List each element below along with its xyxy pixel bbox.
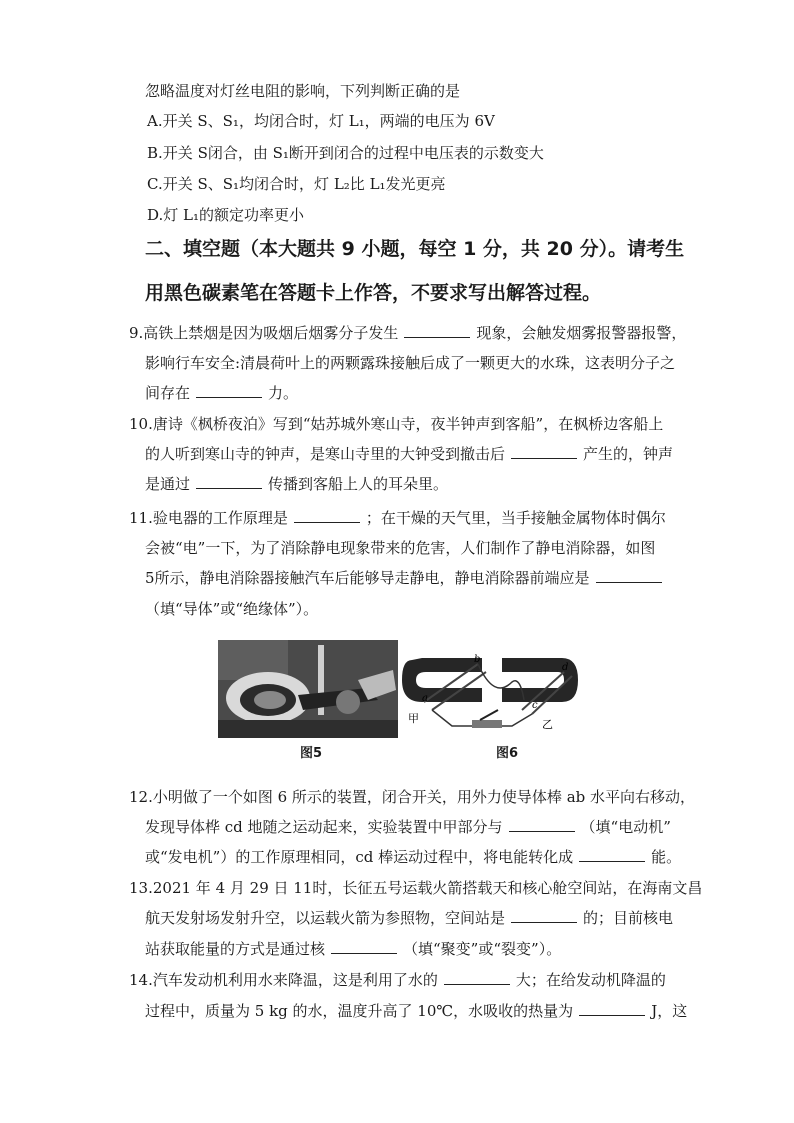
q10-text-2a: 的人听到寒山寺的钟声，是寒山寺里的大钟受到撤击后 xyxy=(145,445,506,463)
option-d-text: 灯 L₁的额定功率更小 xyxy=(163,206,305,224)
q14-text-1a: 14.汽车发动机利用水来降温，这是利用了水的 xyxy=(129,971,438,989)
q12-text-2a: 发现导体桦 cd 地随之运动起来，实验装置中甲部分与 xyxy=(145,818,503,836)
q12-text-3b: 能。 xyxy=(651,848,682,866)
fig6-label-jia: 甲 xyxy=(408,712,419,725)
q14-text-2a: 过程中，质量为 5 kg 的水，温度升高了 10℃，水吸收的热量为 xyxy=(145,1002,574,1020)
q11-text-3a: 5所示，静电消除器接触汽车后能够导走静电，静电消除器前端应是 xyxy=(145,569,590,587)
q13-text-2b: 的；目前核电 xyxy=(583,909,674,927)
q10-line3 xyxy=(145,474,448,494)
option-a-label: A. xyxy=(147,112,163,130)
q12-line3 xyxy=(145,847,681,867)
q10-text-3b: 传播到客船上人的耳朵里。 xyxy=(268,475,449,493)
q13-text-3b: （填“聚变”或“裂变”）。 xyxy=(403,940,562,958)
section-heading-line2: 用黑色碳素笔在答题卡上作答，不要求写出解答过程。 xyxy=(145,282,602,304)
fig6-label-yi: 乙 xyxy=(542,718,553,731)
q13-blank-1 xyxy=(511,908,577,923)
q13-line3 xyxy=(145,939,561,959)
q10-line1: 10.唐诗《枫桥夜泊》写到“姑苏城外寒山寺，夜半钟声到客船”，在枫桥边客船上 xyxy=(129,415,664,433)
q14-blank-2 xyxy=(579,1001,645,1016)
q11-line3 xyxy=(145,568,668,588)
q13-text-3a: 站获取能量的方式是通过核 xyxy=(145,940,326,958)
q13-blank-2 xyxy=(331,939,397,954)
q12-line2 xyxy=(145,817,671,837)
q9-text-1b: 现象，会触发烟雾报警器报警， xyxy=(476,324,687,342)
q13-line1: 13.2021 年 4 月 29 日 11时，长征五号运载火箭搭载天和核心舱空间站，在海南文昌 xyxy=(129,879,703,897)
q9-line2: 影响行车安全:清晨荷叶上的两颗露珠接触后成了一颗更大的水珠，这表明分子之 xyxy=(145,354,676,372)
q14-text-1b: 大；在给发动机降温的 xyxy=(515,971,666,989)
q12-blank-1 xyxy=(509,817,575,832)
q14-line1 xyxy=(129,970,666,990)
q14-text-2b: J，这 xyxy=(651,1002,688,1020)
q9-line3 xyxy=(145,383,298,403)
figure-5-illustration xyxy=(218,640,398,738)
q11-line1 xyxy=(129,508,666,528)
figure-6-diagram xyxy=(402,640,578,738)
q14-line2 xyxy=(145,1001,687,1021)
q9-text-1a: 9.高铁上禁烟是因为吸烟后烟雾分子发生 xyxy=(129,324,399,342)
figure-5-photo xyxy=(218,640,398,738)
q12-text-3a: 或“发电机”）的工作原理相同，cd 棒运动过程中，将电能转化成 xyxy=(145,848,574,866)
figure-6-illustration xyxy=(402,640,578,738)
fig6-label-c: c xyxy=(532,700,538,711)
q10-text-2b: 产生的，钟声 xyxy=(583,445,674,463)
section-heading-line1: 二、填空题（本大题共 9 小题，每空 1 分，共 20 分）。请考生 xyxy=(145,238,685,260)
q9-text-3b: 力。 xyxy=(268,384,299,402)
q10-blank-1 xyxy=(511,444,577,459)
q11-blank-1 xyxy=(294,508,360,523)
q12-line1: 12.小明做了一个如图 6 所示的装置，闭合开关，用外力使导体棒 ab 水平向右移动， xyxy=(129,788,696,806)
q11-line2: 会被“电”一下，为了消除静电现象带来的危害，人们制作了静电消除器，如图 xyxy=(145,539,656,557)
option-b-text: 开关 S闭合，由 S₁断开到闭合的过程中电压表的示数变大 xyxy=(162,144,544,162)
option-d xyxy=(147,205,304,225)
q9-blank-2 xyxy=(196,383,262,398)
fig6-label-a: a xyxy=(422,693,428,704)
option-a xyxy=(147,111,495,131)
q9-text-3a: 间存在 xyxy=(145,384,191,402)
q11-line4: （填“导体”或“绝缘体”）。 xyxy=(145,600,319,618)
option-a-text: 开关 S、S₁，均闭合时，灯 L₁，两端的电压为 6V xyxy=(162,112,495,130)
fig6-label-d: d xyxy=(562,662,569,673)
option-c xyxy=(147,174,446,194)
q10-text-3a: 是通过 xyxy=(145,475,191,493)
q11-text-1b: ；在干燥的天气里，当手接触金属物体时偶尔 xyxy=(365,509,666,527)
option-b-label: B. xyxy=(147,144,163,162)
figure-5-caption: 图5 xyxy=(300,746,323,761)
q9-blank-1 xyxy=(404,323,470,338)
q12-text-2b: （填“电动机” xyxy=(580,818,671,836)
q14-blank-1 xyxy=(444,970,510,985)
option-b xyxy=(147,143,544,163)
option-c-label: C. xyxy=(147,175,163,193)
fig6-label-b: b xyxy=(474,654,481,665)
q9-line1 xyxy=(129,323,686,343)
q11-text-1a: 11.验电器的工作原理是 xyxy=(129,509,288,527)
q13-line2 xyxy=(145,908,673,928)
option-d-label: D. xyxy=(147,206,164,224)
figure-6-caption: 图6 xyxy=(496,746,519,761)
q13-text-2a: 航天发射场发射升空，以运载火箭为参照物，空间站是 xyxy=(145,909,506,927)
q10-blank-2 xyxy=(196,474,262,489)
question-intro: 忽略温度对灯丝电阻的影响，下列判断正确的是 xyxy=(145,82,461,100)
q11-blank-2 xyxy=(596,568,662,583)
option-c-text: 开关 S、S₁均闭合时，灯 L₂比 L₁发光更亮 xyxy=(162,175,446,193)
q10-line2 xyxy=(145,444,673,464)
q12-blank-2 xyxy=(579,847,645,862)
